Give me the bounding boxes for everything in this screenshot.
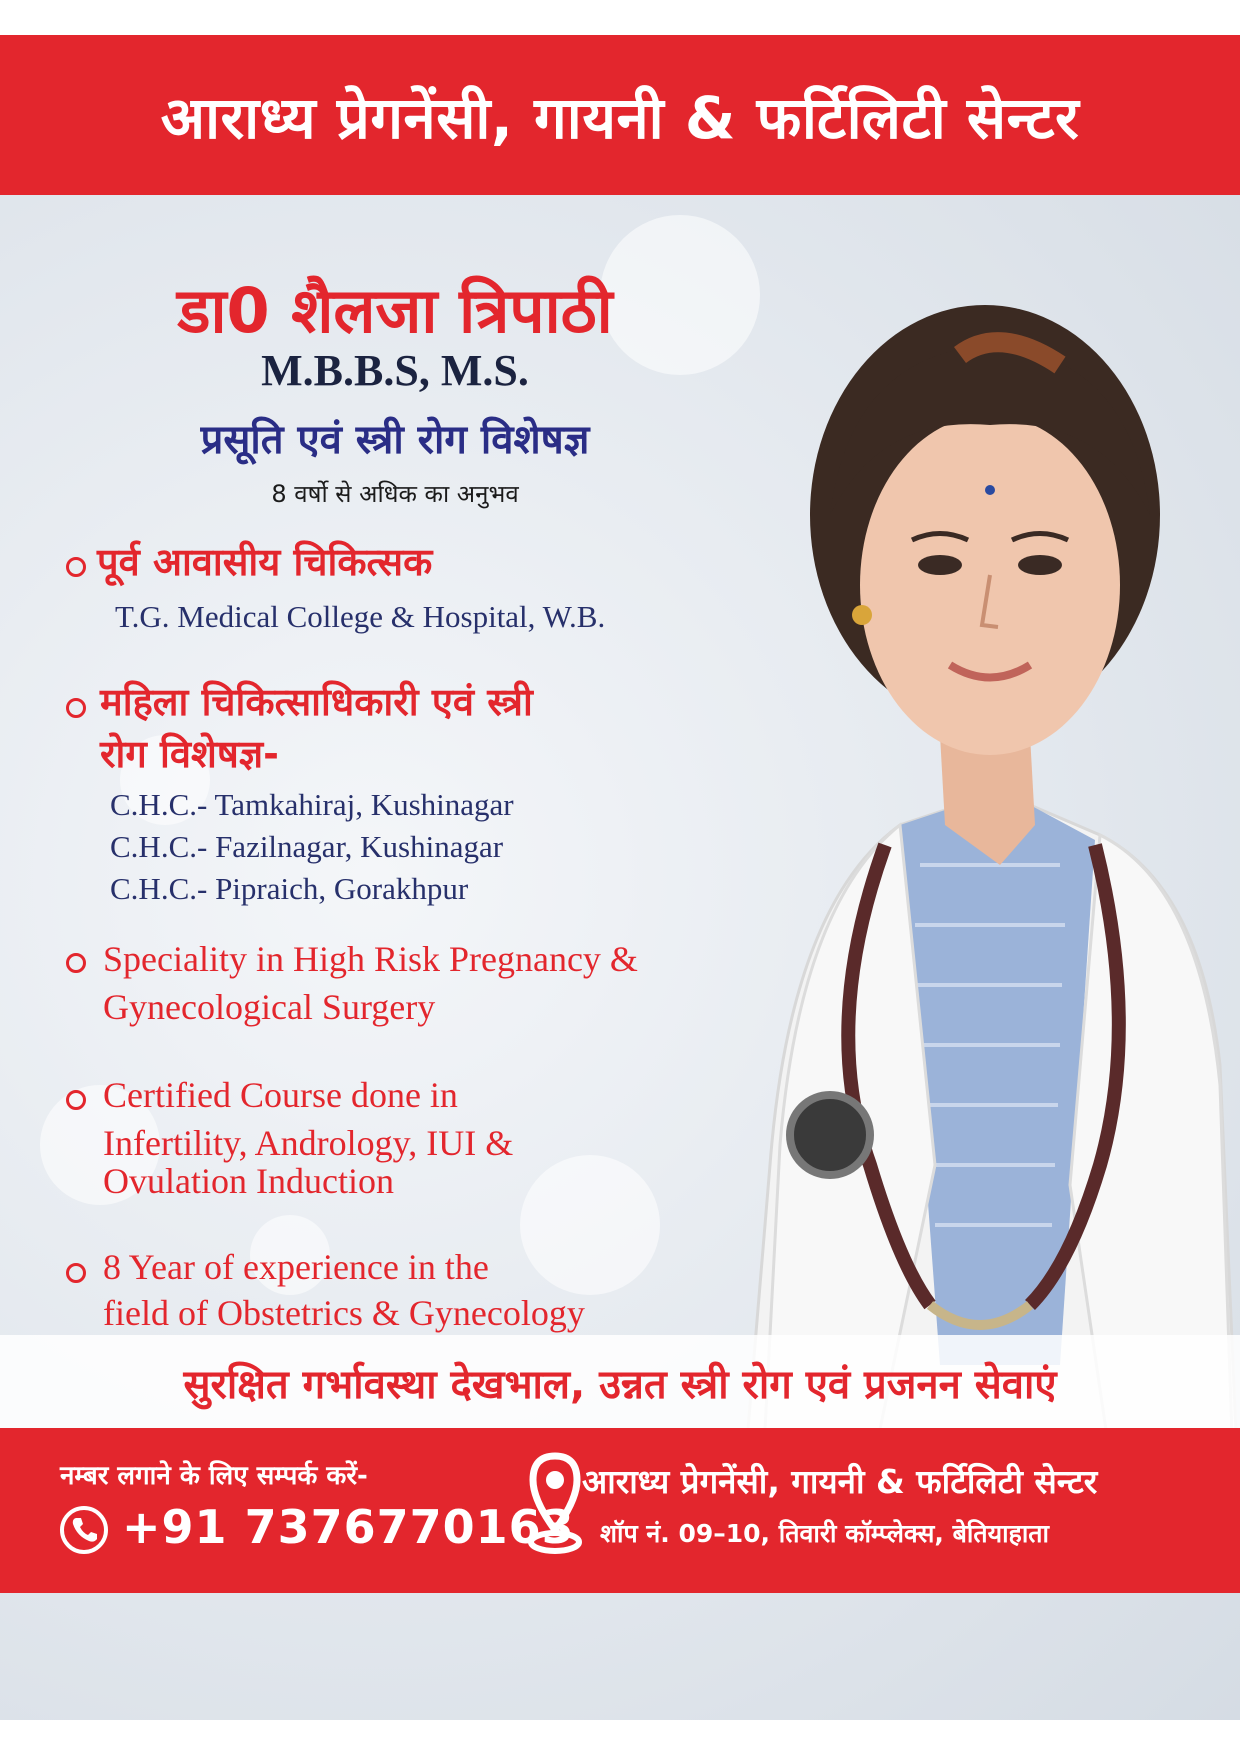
doctor-degree: M.B.B.S, M.S. [261, 346, 529, 395]
doctor-specialty: प्रसूति एवं स्त्री रोग विशेषज्ञ [200, 417, 590, 463]
highlight-line: Ovulation Induction [103, 1161, 394, 1201]
footer-band [0, 1428, 1240, 1593]
phone-icon [60, 1506, 108, 1554]
credential-line: T.G. Medical College & Hospital, W.B. [115, 599, 606, 634]
credential-heading: रोग विशेषज्ञ- [100, 732, 279, 776]
tagline-strip [0, 1335, 1240, 1430]
bullet-icon [66, 1263, 86, 1283]
contact-label: नम्बर लगाने के लिए सम्पर्क करें- [60, 1461, 368, 1491]
highlight-line: Certified Course done in [103, 1075, 458, 1115]
highlight-line: field of Obstetrics & Gynecology [103, 1293, 585, 1333]
bokeh-light [520, 1155, 660, 1295]
bullet-icon [66, 1090, 86, 1110]
credential-heading: महिला चिकित्साधिकारी एवं स्त्री [100, 680, 533, 724]
bullet-icon [66, 698, 86, 718]
bullet-icon [66, 953, 86, 973]
center-title: आराध्य प्रेगनेंसी, गायनी & फर्टिलिटी सेन्टर [160, 83, 1080, 152]
credential-line: C.H.C.- Pipraich, Gorakhpur [110, 871, 469, 906]
phone-number[interactable]: +91 7376770163 [122, 1500, 575, 1554]
tagline: सुरक्षित गर्भावस्था देखभाल, उन्नत स्त्री रोग एवं प्रजनन सेवाएं [183, 1362, 1057, 1408]
bullet-icon [66, 557, 86, 577]
highlight-line: Speciality in High Risk Pregnancy & [103, 939, 638, 979]
poster [0, 35, 1240, 1720]
address-title: आराध्य प्रेगनेंसी, गायनी & फर्टिलिटी सेन्टर [582, 1462, 1098, 1501]
credential-line: C.H.C.- Fazilnagar, Kushinagar [110, 829, 504, 864]
doctor-name: डा0 शैलजा त्रिपाठी [177, 274, 613, 347]
address-line: शॉप नं. 09–10, तिवारी कॉम्प्लेक्स, बेतियाहाता [600, 1519, 1050, 1548]
credential-heading: पूर्व आवासीय चिकित्सक [97, 540, 433, 584]
highlight-line: 8 Year of experience in the [103, 1247, 489, 1287]
highlight-line: Gynecological Surgery [103, 987, 436, 1027]
experience-years-hindi: 8 वर्षो से अधिक का अनुभव [271, 480, 519, 508]
header-band [0, 35, 1240, 195]
map-pin-icon [525, 1448, 585, 1568]
highlight-line: Infertility, Andrology, IUI & [103, 1123, 514, 1163]
credential-line: C.H.C.- Tamkahiraj, Kushinagar [110, 787, 514, 822]
